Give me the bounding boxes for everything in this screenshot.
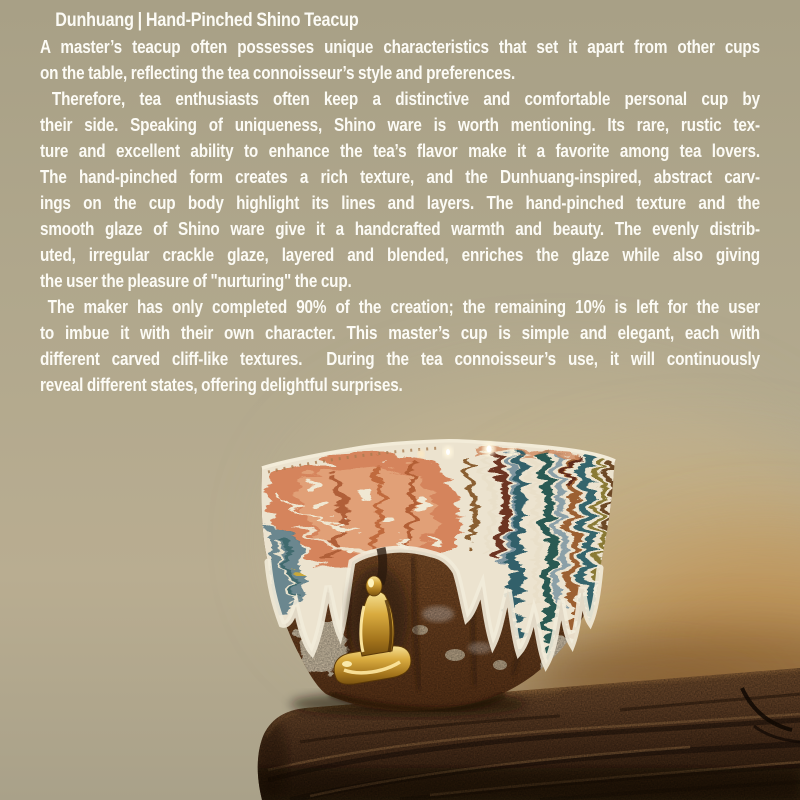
description-line: reveal different states, offering delightful surprises. — [40, 375, 403, 395]
description-line: A master’s teacup often possesses unique characteristics that set it apart from other cups — [40, 37, 760, 57]
description-line: smooth glaze of Shino ware give it a handcrafted warmth and beauty. The evenly distrib- — [40, 219, 760, 239]
description-line: uted, irregular crackle glaze, layered and blended, enriches the glaze while also giving — [40, 245, 760, 265]
description-line: ture and excellent ability to enhance the tea’s flavor make it a favorite among tea lovers. — [40, 141, 760, 161]
description-line: Therefore, tea enthusiasts often keep a distinctive and comfortable personal cup by — [51, 89, 760, 109]
description-line: on the table, reflecting the tea connoisseur’s style and preferences. — [40, 63, 516, 83]
description-line: The hand-pinched form creates a rich texture, and the Dunhuang-inspired, abstract carv- — [40, 167, 760, 187]
description-line: the user the pleasure of "nurturing" the cup. — [40, 271, 352, 291]
product-description — [40, 8, 760, 398]
description-line: The maker has only completed 90% of the creation; the remaining 10% is left for the user — [47, 297, 760, 317]
description-line: their side. Speaking of uniqueness, Shino ware is worth mentioning. Its rare, rustic tex- — [40, 115, 760, 135]
rim-glint — [418, 450, 424, 458]
product-title: Dunhuang | Hand-Pinched Shino Teacup — [55, 10, 359, 31]
description-line: to imbue it with their own character. This master’s cup is simple and elegant, each with — [40, 323, 760, 343]
description-line: different carved cliff-like textures. During the tea connoisseur’s use, it will continuously — [40, 349, 760, 369]
rim-glint — [508, 447, 516, 457]
description-line: ings on the cup body highlight its lines and layers. The hand-pinched texture and the — [40, 193, 760, 213]
